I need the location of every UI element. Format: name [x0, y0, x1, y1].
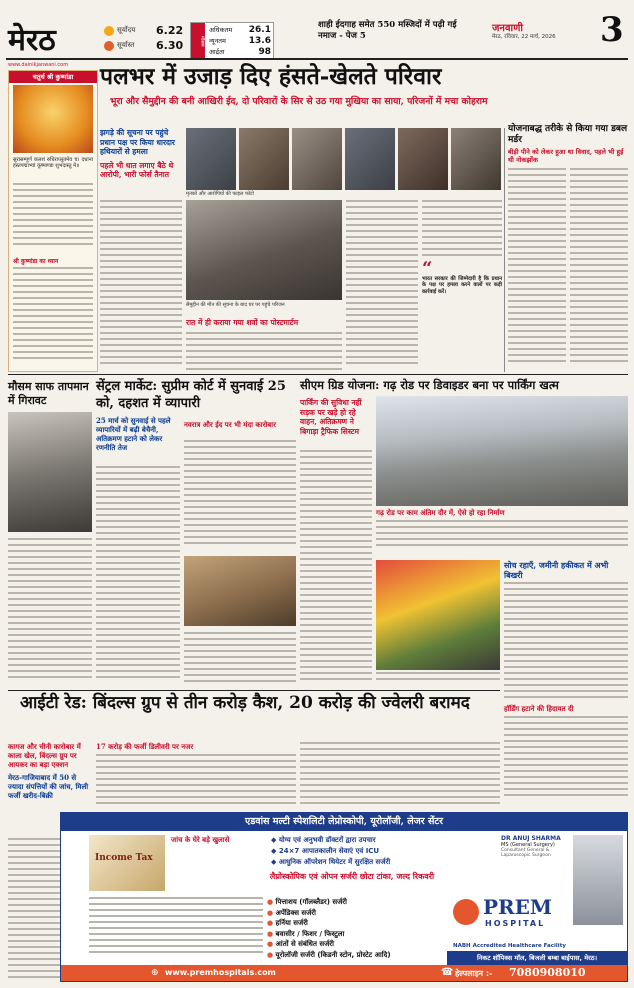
market-side-deck: नवरात्र और ईद पर भी मंदा कारोबार — [184, 420, 276, 429]
ad-tagline: लैप्रोस्कोपिक एवं ओपन सर्जरी छोटा टांका, जल्द रिकवरी — [269, 871, 435, 881]
it-side-deck: कागज और चीनी कारोबार में काला खेल, बिंदल्स ग्रुप पर आयकर का बड़ा एक्शन मेरठ-गाजियाबाद में 50 से ज्यादा संपत्तियों की जांच, मिली फर्जी खरीद-बिक्री — [8, 742, 89, 800]
max-temp-row: अधिकतम 26.1 — [209, 25, 271, 35]
sunrise-time: 6.22 — [156, 24, 184, 37]
crowd-photo — [186, 200, 342, 300]
phone-icon: ☎ — [441, 967, 454, 978]
sunrise-label: सूर्योदय — [117, 26, 136, 34]
ad-service: ● अपेंडिक्स सर्जरी — [267, 908, 316, 917]
deity-image — [13, 85, 93, 153]
cm-grid-deck: पार्किंग की सुविधा नहीं सड़क पर खड़े हो रहे वाहन, अतिक्रमण ने बिगाड़ा ट्रैफिक सिस्टम — [300, 398, 362, 436]
helpline-label: हेल्पलाइन :- — [455, 969, 493, 978]
globe-icon: ⊕ — [151, 968, 159, 978]
post-mortem-heading: रात में ही कराया गया शवों का पोस्टमार्टम — [186, 318, 299, 327]
ad-website[interactable]: www.premhospitals.com — [165, 968, 276, 977]
person-photo — [239, 128, 289, 190]
market-photo — [184, 556, 296, 626]
ad-service: ● बवासीर / फिशर / फिस्टुला — [267, 929, 345, 938]
road-photo — [376, 396, 628, 506]
ad-footer — [61, 965, 627, 981]
sun-box — [104, 24, 186, 54]
humidity-row: आर्द्रता 98 — [209, 47, 271, 57]
sunset-time: 6.30 — [156, 39, 184, 52]
weather-label: मौसम — [191, 23, 205, 59]
person-photo — [292, 128, 342, 190]
paper-name: जनवाणी — [492, 23, 523, 34]
person-photo — [398, 128, 448, 190]
city-title: मेरठ — [8, 23, 56, 58]
puja-heading: श्री कुष्मांडा का ध्यान — [13, 258, 59, 265]
lead-side-deck: झगड़े की सूचना पर पहुंचे प्रधान पक्ष पर किया धारदार हथियारों से हमला पहले भी धात लगाए बैठे थे आरोपी, भारी फोर्स तैनात — [100, 128, 176, 179]
deity-shloka: सुरासम्पूर्ण कलशं रुधिराप्लुतमेव च। दधाना हस्तपद्माभ्यां कूष्माण्डा शुभदास्तु मे॥ — [13, 157, 93, 170]
photo-caption: मृतकों और आरोपियों की फाइल फोटो — [186, 191, 254, 197]
quote-icon: “ — [422, 258, 433, 279]
nabh-text: NABH Accredited Healthcare Facility — [453, 943, 566, 949]
market-headline[interactable]: सेंट्रल मार्केट: सुप्रीम कोर्ट में सुनवाई 25 को, दहशत में व्यापारी — [96, 379, 286, 411]
helpline-number[interactable]: 7080908010 — [509, 966, 586, 979]
ad-banner: एडवांस मल्टी स्पेशलिटी लेप्रोस्कोपी, यूरोलॉजी, लेजर सेंटर — [61, 813, 627, 831]
accused-photo-strip — [186, 128, 502, 198]
person-photo — [345, 128, 395, 190]
weather-photo — [8, 412, 92, 532]
dateline: मेरठ, रविवार, 22 मार्च, 2026 — [492, 34, 556, 40]
paper-brand — [492, 20, 592, 40]
yojana-headline[interactable]: योजनाबद्ध तरीके से किया गया डबल मर्डर — [508, 124, 628, 145]
lead-headline[interactable]: पलभर में उजाड़ दिए हंसते-खेलते परिवार — [100, 63, 442, 90]
weather-headline[interactable]: मौसम साफ तापमान में गिरावट — [8, 380, 89, 407]
person-photo — [186, 128, 236, 190]
cm-side-headline: सोच रहाएँ, जमीनी हकीकत में अभी बिखरी — [504, 560, 609, 580]
deity-box — [8, 70, 98, 372]
pull-quote: “ भारत सरकार की जिम्मेदारी है कि प्रधान के पक्ष पर हमला करने वालों पर कड़ी कार्रवाई करें। — [422, 258, 502, 295]
it-sub-heading: जांच के घेरे बड़े खुलासे — [171, 835, 230, 844]
ad-address-bar: निकट शॉपिक्स मॉल, बिजली बम्बा बाईपास, मेरठ। — [447, 951, 627, 965]
ad-feature-list — [271, 835, 491, 868]
deity-title: चतुर्थ श्री कुष्मांडा — [9, 71, 97, 83]
it-raid-headline[interactable]: आईटी रेड: बिंदल्स ग्रुप से तीन करोड़ कैश, 20 करोड़ की ज्वेलरी बरामद — [20, 693, 470, 713]
hospital-logo-icon — [453, 899, 479, 925]
ad-services — [267, 897, 447, 960]
website-strip[interactable]: www.dainikjanwani.com — [8, 62, 69, 68]
ad-feature: ◆ आधुनिक ऑपरेशन थियेटर में सुरक्षित सर्जरी — [271, 858, 391, 866]
sunset-icon — [104, 41, 114, 51]
it-inset-heading: 17 करोड़ की फर्जी डिलीवरी पर नजर — [96, 742, 194, 751]
hospital-advert[interactable] — [60, 812, 628, 982]
vendor-photo — [376, 560, 500, 670]
market-deck: 25 मार्च को सुनवाई से पहले व्यापारियों में बढ़ी बेचैनी, अतिक्रमण हटाने को लेकर रणनीति तेज — [96, 416, 171, 452]
cm-grid-headline[interactable]: सीएम ग्रिड योजना: गढ़ रोड पर डिवाइडर बना पर पार्किंग खत्म — [300, 378, 559, 392]
hospital-logo: PREM HOSPITAL — [453, 895, 563, 939]
ad-service: ● पित्ताशय (गॉलब्लैडर) सर्जरी — [267, 898, 347, 906]
doctor-photo — [573, 835, 623, 925]
ad-feature: ◆ 24×7 आपातकालीन सेवाएं एवं ICU — [271, 847, 380, 855]
yojana-deck: बीड़ी पीने को लेकर हुआ था विवाद, पहले भी हुई थी नोकझोंक — [508, 148, 624, 164]
ad-service: ● आंतों से संबंधित सर्जरी — [267, 940, 334, 948]
lead-subhead: भूरा और सैमुद्दीन की बनी आखिरी ईद, दो परिवारों के सिर से उठ गया मुखिया का साया, परिजनों में मचा कोहराम — [110, 96, 488, 107]
masthead-teaser[interactable]: शाही ईदगाह समेत 550 मस्जिदों में पढ़ी गई नमाज - पेज 5 — [318, 20, 457, 41]
min-temp-row: न्यूनतम 13.6 — [209, 36, 271, 46]
sun-icon — [104, 26, 114, 36]
ad-feature: ◆ योग्य एवं अनुभवी डॉक्टरों द्वारा उपचार — [271, 836, 376, 844]
ad-service: ● यूरोलॉजी सर्जरी (किडनी स्टोन, प्रोस्टेट आदि) — [267, 950, 391, 959]
tax-image: Income Tax — [89, 835, 165, 891]
road-caption: गढ़ रोड पर काम अंतिम दौर में, ऐसे हो रहा निर्माण — [376, 508, 505, 517]
page-number: 3 — [600, 10, 624, 50]
weather-box — [190, 22, 274, 60]
person-photo — [451, 128, 501, 190]
cm-side-footer: हॉर्डिंग हटाने की हिदायत दी — [504, 704, 574, 713]
crowd-caption: सैमुद्दीन की मौत की सूचना के बाद घर पर पहुंचे परिजन — [186, 302, 285, 308]
sunset-label: सूर्यास्त — [117, 41, 135, 49]
doctor-card: DR ANUJ SHARMA MS (General Surgery) Consultant General & Laparoscopic Surgeon — [501, 835, 561, 858]
masthead — [0, 0, 634, 60]
ad-service: ● हर्निया सर्जरी — [267, 919, 308, 927]
